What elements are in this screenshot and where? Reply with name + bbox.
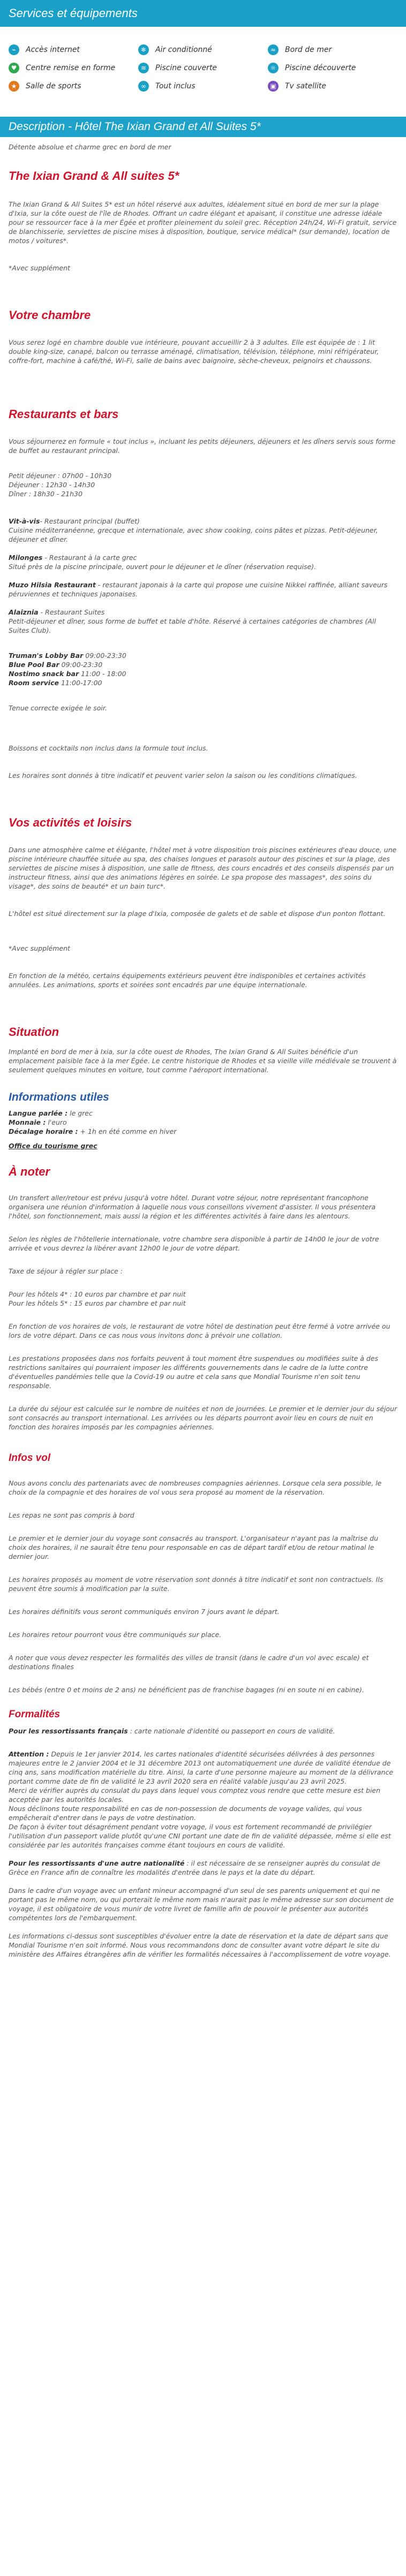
services-title: Services et équipements xyxy=(9,6,138,20)
venue-3: Muzo Hilsia Restaurant - restaurant japonais à la carte qui propose une cuisine Nikkei raffinée, alliant saveurs péruviennes et techniques japonaises. xyxy=(9,581,388,598)
form-p3: Nous déclinons toute responsabilité en cas de non-possession de documents de voyage valides, qui vous empêcherait d'entrer dans le pays de votre destination. xyxy=(9,1805,362,1822)
dress-code: Tenue correcte exigée le soir. xyxy=(9,704,107,712)
form-p4: De façon à éviter tout désagrément pendant votre voyage, il vous est fortement recommandé de privilégier l'utilisation d'un passeport valide plutôt qu'une CNI portant une date de fin de validité dépassée, même si elle est considérée par les autorités françaises comme étant toujours en cours de validité. xyxy=(9,1823,391,1849)
services-header xyxy=(0,0,406,27)
description-content xyxy=(0,142,406,1959)
wave-icon: ≈ xyxy=(268,44,279,55)
amenity-outdoor-pool: ☼ Piscine découverte xyxy=(268,63,397,73)
form-p5: Pour les ressortissants d'une autre nationalité : il est nécessaire de se renseigner auprès du consulat de Grèce en France afin de connaître les modalités d'entrée dans le pays et la date du départ. xyxy=(9,1859,380,1876)
situation-text: Implanté en bord de mer à Ixia, sur la côte ouest de Rhodes, The Ixian Grand & All Suites bénéficie d'un emplacement paisible face à la mer Égée. Le centre historique de Rhodes et sa vieille ville médiévale se trouvent à seulement quelques minutes en voiture, tout comme l'aéroport international. xyxy=(9,1048,397,1074)
info-langue: Langue parlée : le grec xyxy=(9,1109,93,1117)
description-header xyxy=(0,117,406,137)
situation-title: Situation xyxy=(9,1025,59,1039)
amenities-grid xyxy=(0,27,406,117)
form-p7: Les informations ci-dessus sont susceptibles d'évoluer entre la date de réservation et la date de départ sans que Mondial Tourisme n'en soit informé. Nous vous recommandons donc de consulter avant votre départ le site du ministère des Affaires étrangères afin de vérifier les formalités nécessaires à l'accomplissement de votre voyage. xyxy=(9,1932,391,1958)
pool-icon: ≋ xyxy=(138,63,149,73)
office-tourisme-link[interactable]: Office du tourisme grec xyxy=(9,1142,97,1150)
form-attention: Attention : Depuis le 1er janvier 2014, les cartes nationales d'identité sécurisées délivrées à des personnes majeures entre le 2 janvier 2004 et le 31 décembre 2013 ont automatiquement une durée de validité étendue de cinq ans, sans modification matérielle du titre. Ainsi, la carte d'une personne majeure au moment de la délivrance portant comme date de fin de validité le 23 avril 2020 sera en réalité valable jusqu'au 23 avril 2025. xyxy=(9,1750,394,1785)
anoter-p3: Taxe de séjour à régler sur place : xyxy=(9,1267,123,1275)
anoter-p6: Les prestations proposées dans nos forfaits peuvent à tout moment être suspendues ou modifiées suite à des restrictions sanitaires qui pourraient imposer les différents gouvernements dans le cadre de la lutte contre d'éventuelles pandémies telle que la Covid-19 ou autre et cela sans que Mondial Tourisme n'en soit tenu responsable. xyxy=(9,1354,379,1390)
restaurants-notice: Les horaires sont donnés à titre indicatif et peuvent varier selon la saison ou les conditions climatiques. xyxy=(9,771,357,779)
hotel-title: The Ixian Grand & All suites 5* xyxy=(9,169,179,183)
formalites-title: Formalités xyxy=(9,1709,61,1720)
venue-2: Milonges - Restaurant à la carte grec xyxy=(9,554,137,562)
restaurants-intro: Vous séjournerez en formule « tout inclus », incluant les petits déjeuners, déjeuners et les dîners servis sous forme de buffet au restaurant principal. xyxy=(9,437,396,454)
hours-lunch: Déjeuner : 12h30 - 14h30 xyxy=(9,481,95,489)
vol-p1: Nous avons conclu des partenariats avec de nombreuses compagnies aériennes. Lorsque cela sera possible, le choix de la compagnie et des horaires de vol vous sera proposé au moment de la réservation. xyxy=(9,1479,382,1496)
vol-p8: Les bébés (entre 0 et moins de 2 ans) ne bénéficient pas de franchise bagages (ni en soute ni en cabine). xyxy=(9,1686,364,1694)
dumbbell-icon: ♥ xyxy=(9,63,19,73)
bar-1: Truman's Lobby Bar 09:00-23:30 xyxy=(9,651,126,660)
amenity-indoor-pool: ≋ Piscine couverte xyxy=(138,63,268,73)
amenity-internet: ⌁ Accès internet xyxy=(9,44,138,55)
amenity-all-inclusive: ∞ Tout inclus xyxy=(138,81,268,92)
hotel-text: The Ixian Grand & All Suites 5* est un hôtel réservé aux adultes, idéalement situé en bord de mer sur la plage d'Ixia, sur la côte ouest de l'île de Rhodes. Offrant un cadre élégant et apaisant, il constitue une adresse idéale pour se ressourcer face à la mer Égée et profiter pleinement du soleil grec. Réception 24h/24, Wi-Fi gratuit, service de blanchisserie, serviettes de piscine mises à disposition, boutique, service médical* (sur demande), location de motos / voitures*. xyxy=(9,200,397,245)
venue-1: Vit-à-vis- Restaurant principal (buffet) xyxy=(9,517,140,525)
restaurants-title: Restaurants et bars xyxy=(9,407,119,421)
bar-3: Nostimo snack bar 11:00 - 18:00 xyxy=(9,670,126,678)
form-p2: Merci de vérifier auprès du consulat du pays dans lequel vous comptez vous rendre que cette mesure est bien acceptée par les autorités locales. xyxy=(9,1786,381,1804)
amenity-tv: ▣ Tv satellite xyxy=(268,81,397,92)
bar-2: Blue Pool Bar 09:00-23:30 xyxy=(9,661,103,669)
anoter-p5: En fonction de vos horaires de vols, le restaurant de votre hôtel de destination peut être fermé à votre arrivée ou lors de votre départ. Dans ce cas nous vous invitons donc à prévoir une collation. xyxy=(9,1322,390,1339)
snowflake-icon: ❄ xyxy=(138,44,149,55)
venue-1-extra: Cuisine méditerranéenne, grecque et internationale, avec show cooking, coins pâtes et pizzas. Petit-déjeuner, déjeuner et dîner. xyxy=(9,526,378,543)
info-monnaie: Monnaie : l'euro xyxy=(9,1118,67,1126)
amenity-sport: ★ Salle de sports xyxy=(9,81,138,92)
activites-supp-note: *Avec supplément xyxy=(9,944,70,952)
hours-breakfast: Petit déjeuner : 07h00 - 10h30 xyxy=(9,472,112,480)
chambre-title: Votre chambre xyxy=(9,308,91,322)
vol-p6: Les horaires retour pourront vous être communiqués sur place. xyxy=(9,1631,222,1639)
venue-4: Alaiznia - Restaurant Suites xyxy=(9,608,105,616)
venue-4-extra: Petit-déjeuner et dîner, sous forme de buffet et table d'hôte. Réservé à certaines catégories de chambres (All Suites Club). xyxy=(9,617,376,634)
drinks-note: Boissons et cocktails non inclus dans la formule tout inclus. xyxy=(9,744,208,752)
activites-meteo: En fonction de la météo, certains équipements extérieurs peuvent être indisponibles et certaines activités annulées. Les animations, sports et soirées sont encadrés par une équipe internationale. xyxy=(9,972,366,989)
amenity-sea: ≈ Bord de mer xyxy=(268,44,397,55)
activites-title: Vos activités et loisirs xyxy=(9,816,132,829)
description-title: Description - Hôtel The Ixian Grand et All Suites 5* xyxy=(9,120,261,133)
sun-pool-icon: ☼ xyxy=(268,63,279,73)
activites-text: Dans une atmosphère calme et élégante, l'hôtel met à votre disposition trois piscines extérieures d'eau douce, une piscine intérieure chauffée située au spa, des chaises longues et parasols autour des piscines et sur la plage, des serviettes de piscine mises à disposition, une salle de fitness, des cours encadrés et des conseils dispensés par un instructeur fitness, ainsi que des animations légères en soirée. Le spa propose des massages*, des soins du visage*, des soins de beauté* et un bain turc*. xyxy=(9,846,397,890)
chambre-text: Vous serez logé en chambre double vue intérieure, pouvant accueillir 2 à 3 adultes. Elle est équipée de : 1 lit double king-size, canapé, balcon ou terrasse aménagé, climatisation, télévision, téléphone, mini réfrigérateur, coffre-fort, machine à café/thé, Wi-Fi, salle de bains avec baignoire, sèche-cheveux, peignoirs et chaussons. xyxy=(9,338,379,365)
anoter-p1: Un transfert aller/retour est prévu jusqu'à votre hôtel. Durant votre séjour, notre représentant francophone organisera une réunion d'information à laquelle nous vous conseillons vivement d'assister. Il vous présentera l'hôtel, son fonctionnement, mais aussi la région et les différentes activités à faire dans les alentours. xyxy=(9,1194,376,1220)
wifi-icon: ⌁ xyxy=(9,44,19,55)
amenity-air: ❄ Air conditionné xyxy=(138,44,268,55)
activites-beach: L'hôtel est situé directement sur la plage d'Ixia, composée de galets et de sable et dispose d'un ponton flottant. xyxy=(9,910,386,918)
vol-p3: Le premier et le dernier jour du voyage sont consacrés au transport. L'organisateur n'ayant pas la maîtrise du choix des horaires, il ne saurait être tenu pour responsable en cas de départ tardif et/ou de retour matinal le dernier jour. xyxy=(9,1534,379,1560)
vol-p2: Les repas ne sont pas compris à bord xyxy=(9,1511,134,1519)
tv-icon: ▣ xyxy=(268,81,279,92)
form-p1: Pour les ressortissants français : carte nationale d'identité ou passeport en cours de validité. xyxy=(9,1727,335,1735)
amenity-fitness: ♥ Centre remise en forme xyxy=(9,63,138,73)
hours-dinner: Dîner : 18h30 - 21h30 xyxy=(9,490,82,498)
all-inclusive-icon: ∞ xyxy=(138,81,149,92)
anoter-p2: Selon les règles de l'hôtellerie internationale, votre chambre sera disponible à partir de 14h00 le jour de votre arrivée et vous devrez la libérer avant 12h00 le jour de votre départ. xyxy=(9,1235,379,1252)
infos-title: Informations utiles xyxy=(9,1091,109,1103)
vol-title: Infos vol xyxy=(9,1452,51,1464)
anoter-p7: La durée du séjour est calculée sur le nombre de nuitées et non de journées. Le premier et le dernier jour du séjour sont consacrés au transport international. Les arrivées ou les départs pourront avoir lieu en cours de nuit en fonction des horaires imposés par les compagnies aériennes. xyxy=(9,1405,397,1431)
bar-4: Room service 11:00-17:00 xyxy=(9,679,102,687)
intro-text: Détente absolue et charme grec en bord de mer xyxy=(9,143,171,151)
form-p6: Dans le cadre d'un voyage avec un enfant mineur accompagné d'un seul de ses parents uniquement et qui ne portant pas le même nom, ou qui porterait le même nom mais n'aurait pas le même adresse sur son document de voyage, il est obligatoire de vous munir de votre livret de famille afin de pouvoir le présenter aux autorités compétentes lors de l'embarquement. xyxy=(9,1886,394,1922)
vol-p7: A noter que vous devez respecter les formalités des villes de transit (dans le cadre d'un vol avec escale) et destinations finales xyxy=(9,1654,369,1671)
sport-icon: ★ xyxy=(9,81,19,92)
anoter-title: À noter xyxy=(9,1165,50,1178)
vol-p5: Les horaires définitifs vous seront communiqués environ 7 jours avant le départ. xyxy=(9,1608,280,1616)
vol-p4: Les horaires proposés au moment de votre réservation sont donnés à titre indicatif et sont non contractuels. Ils peuvent être soumis à modification par la suite. xyxy=(9,1575,384,1593)
info-decalage: Décalage horaire : + 1h en été comme en hiver xyxy=(9,1127,177,1135)
venue-2-extra: Situé près de la piscine principale, ouvert pour le déjeuner et le dîner (réservation requise). xyxy=(9,563,317,571)
hotel-supp-note: *Avec supplément xyxy=(9,264,70,272)
anoter-p4: Pour les hôtels 4* : 10 euros par chambre et par nuit Pour les hôtels 5* : 15 euros par chambre et par nuit xyxy=(9,1290,186,1307)
